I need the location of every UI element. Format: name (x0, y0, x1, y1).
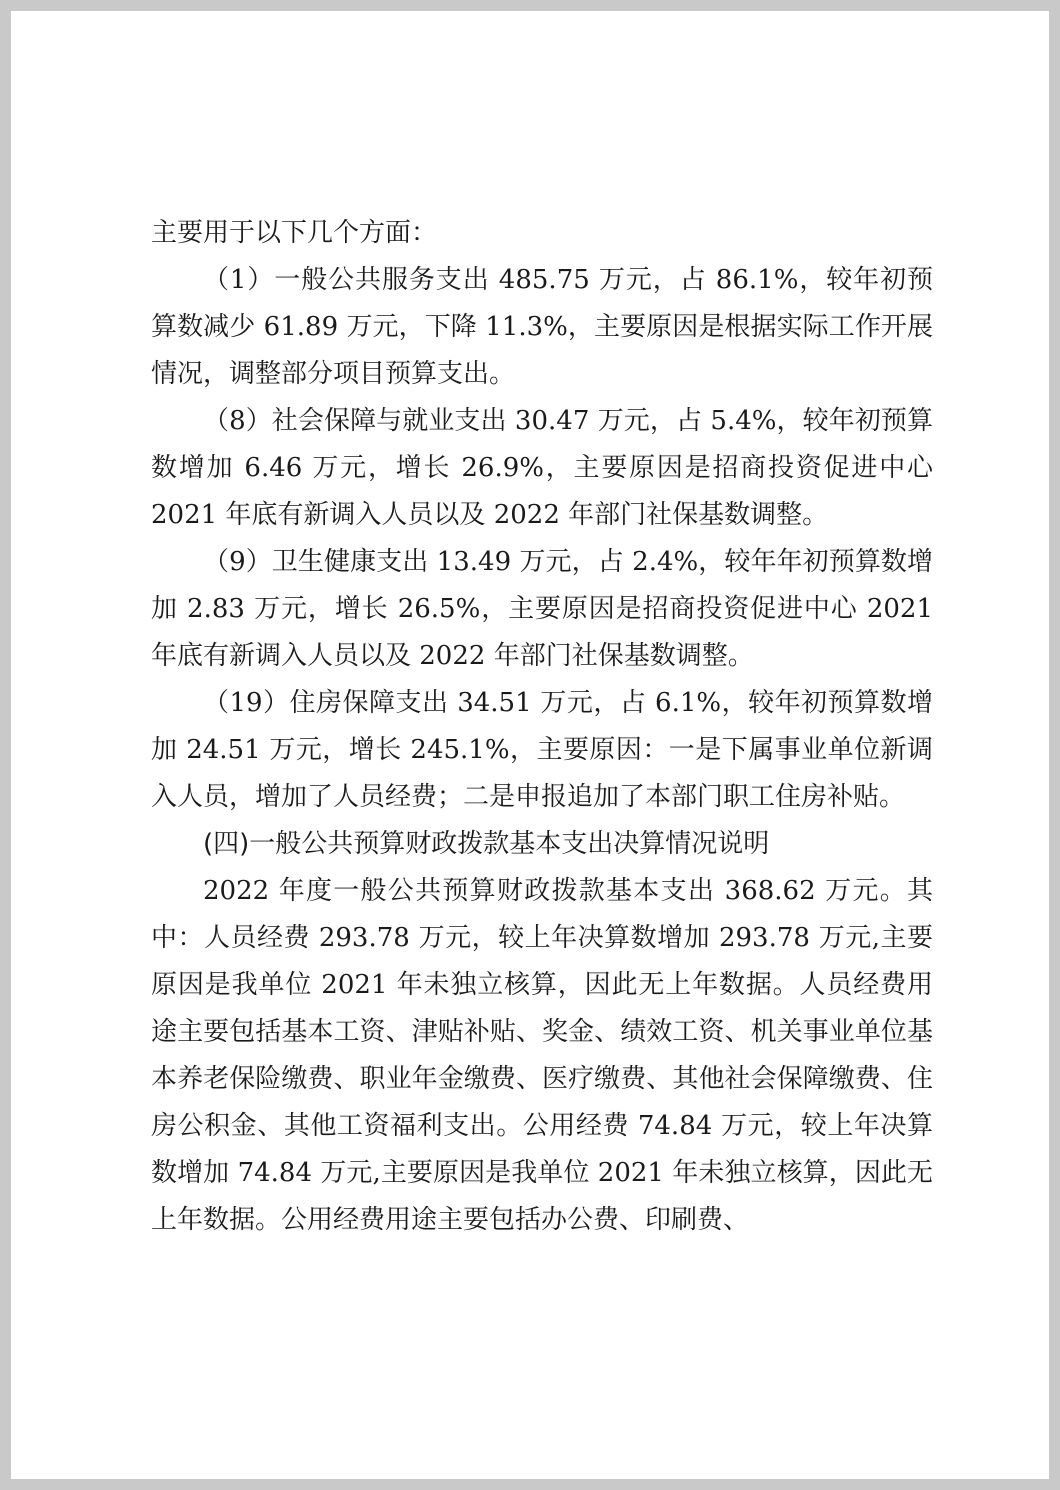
section-heading: (四)一般公共预算财政拨款基本支出决算情况说明 (203, 829, 770, 859)
paragraph-item-1: （1）一般公共服务支出 485.75 万元，占 86.1%，较年初预算数减少 61.89 万元，下降 11.3%，主要原因是根据实际工作开展情况，调整部分项目预算支出。 (151, 265, 933, 389)
document-body (151, 210, 933, 1244)
paragraph-intro: 主要用于以下几个方面： (151, 218, 438, 248)
paragraph-basic-expenditure: 2022 年度一般公共预算财政拨款基本支出 368.62 万元。其中：人员经费 293.78 万元，较上年决算数增加 293.78 万元,主要原因是我单位 2021 年未独立核算，因此无上年数据。人员经费用途主要包括基本工资、津贴补贴、奖金、绩效工资、机关事业单位基本养老保险缴费、职业年金缴费、医疗缴费、其他社会保障缴费、住房公积金、其他工资福利支出。公用经费 74.84 万元，较上年决算数增加 74.84 万元,主要原因是我单位 2021 年未独立核算，因此无上年数据。公用经费用途主要包括办公费、印刷费、 (151, 876, 933, 1235)
document-page (11, 11, 1049, 1479)
paragraph-item-19: （19）住房保障支出 34.51 万元，占 6.1%，较年初预算数增加 24.51 万元，增长 245.1%，主要原因：一是下属事业单位新调入人员，增加了人员经费；二是申报追加了本部门职工住房补贴。 (151, 688, 933, 812)
paragraph-item-9: （9）卫生健康支出 13.49 万元，占 2.4%，较年年初预算数增加 2.83 万元，增长 26.5%，主要原因是招商投资促进中心 2021 年底有新调入人员以及 2022 年部门社保基数调整。 (151, 547, 933, 671)
paragraph-item-8: （8）社会保障与就业支出 30.47 万元，占 5.4%，较年初预算数增加 6.46 万元，增长 26.9%，主要原因是招商投资促进中心 2021 年底有新调入人员以及 2022 年部门社保基数调整。 (151, 406, 933, 530)
